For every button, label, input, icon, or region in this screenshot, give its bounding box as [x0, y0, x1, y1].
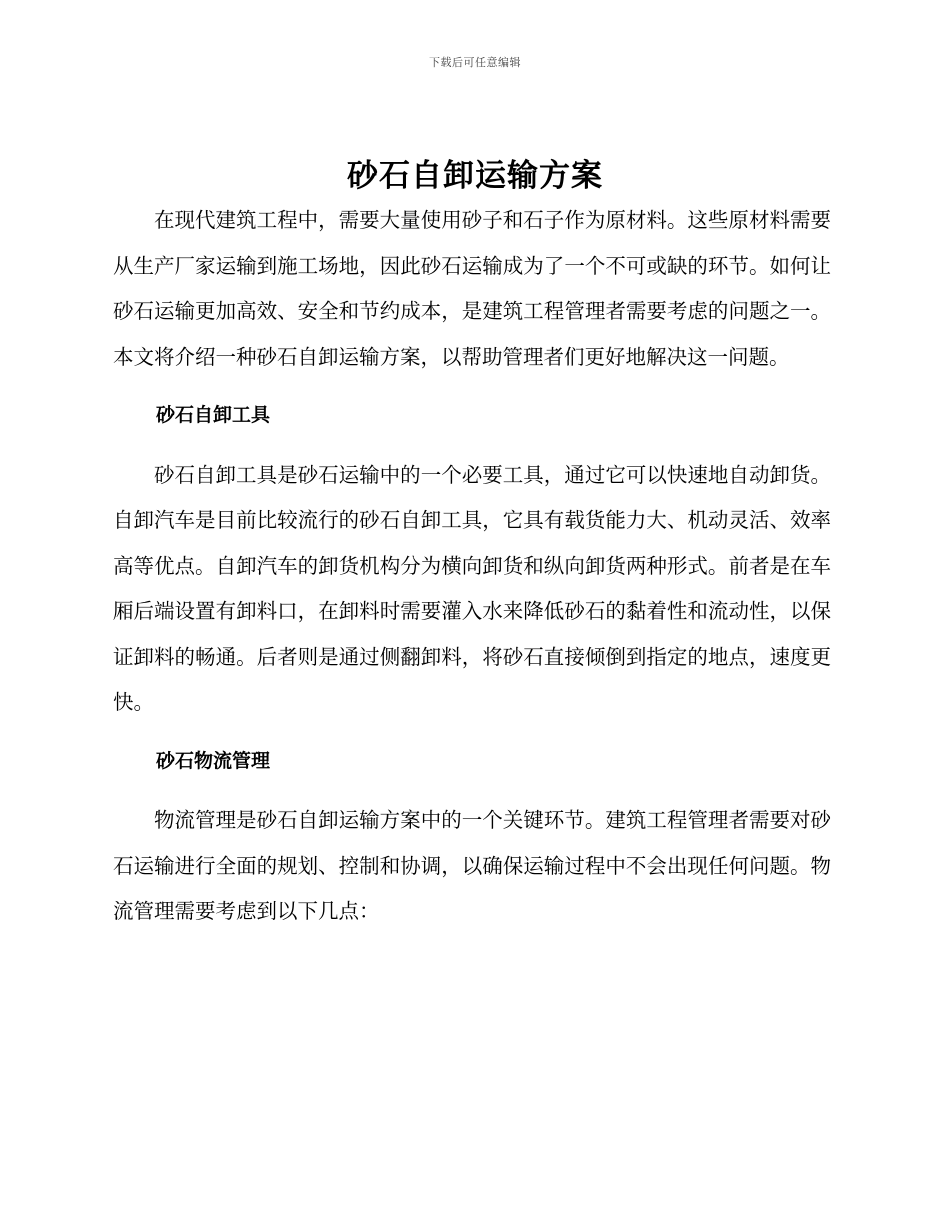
page-header-note: 下载后可任意编辑	[429, 56, 521, 69]
spacer	[113, 726, 831, 739]
section-paragraph-logistics: 物流管理是砂石自卸运输方案中的一个关键环节。建筑工程管理者需要对砂石运输进行全面的规划、控制和协调，以确保运输过程中不会出现任何问题。物流管理需要考虑到以下几点：	[113, 808, 831, 923]
spacer	[113, 439, 831, 453]
intro-paragraph: 在现代建筑工程中，需要大量使用砂子和石子作为原材料。这些原材料需要从生产厂家运输到施工场地，因此砂石运输成为了一个不可或缺的环节。如何让砂石运输更加高效、安全和节约成本，是建筑工程管理者需要考虑的问题之一。本文将介绍一种砂石自卸运输方案，以帮助管理者们更好地解决这一问题。	[113, 208, 831, 369]
section-heading-unloading-tools: 砂石自卸工具	[156, 404, 271, 426]
spacer	[113, 380, 831, 393]
document-title: 砂石自卸运输方案	[347, 158, 603, 194]
section-heading-logistics: 砂石物流管理	[156, 749, 271, 772]
spacer	[113, 784, 831, 798]
document-body	[113, 198, 831, 935]
section-paragraph-unloading-tools: 砂石自卸工具是砂石运输中的一个必要工具，通过它可以快速地自动卸货。自卸汽车是目前比较流行的砂石自卸工具，它具有载货能力大、机动灵活、效率高等优点。自卸汽车的卸货机构分为横向卸货和纵向卸货两种形式。前者是在车厢后端设置有卸料口，在卸料时需要灌入水来降低砂石的黏着性和流动性，以保证卸料的畅通。后者则是通过侧翻卸料，将砂石直接倾倒到指定的地点，速度更快。	[113, 462, 831, 714]
